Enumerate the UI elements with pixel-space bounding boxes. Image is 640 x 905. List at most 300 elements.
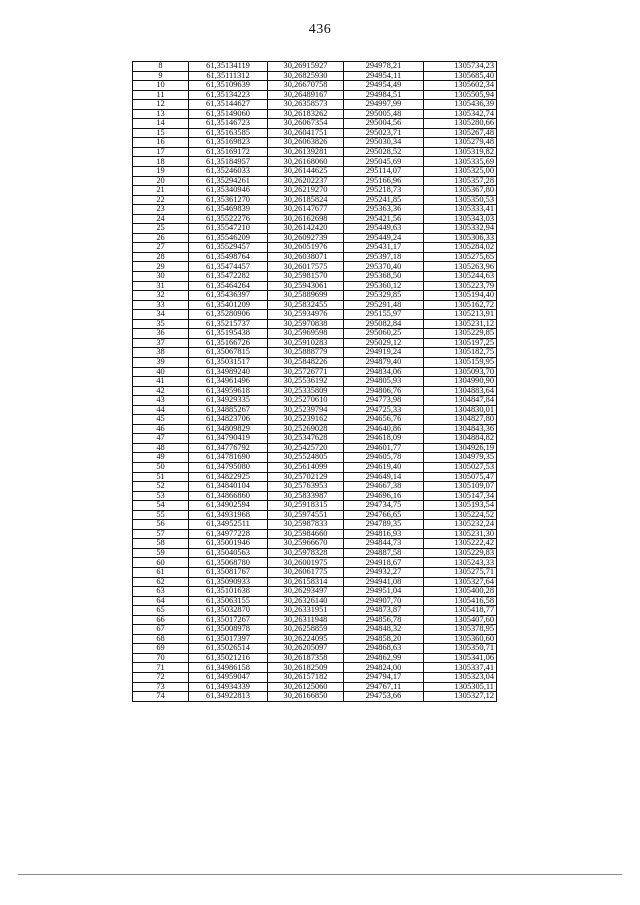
table-row (133, 558, 497, 568)
longitude-cell: 30,26001975 (268, 558, 344, 568)
latitude-cell: 61,35001946 (189, 539, 268, 549)
latitude-cell: 61,34809829 (189, 424, 268, 434)
y-coordinate-cell: 1304843,36 (424, 424, 497, 434)
latitude-cell: 61,35469839 (189, 205, 268, 215)
point-number-cell: 73 (133, 682, 189, 692)
y-coordinate-cell: 1305162,72 (424, 300, 497, 310)
y-coordinate-cell: 1304979,35 (424, 453, 497, 463)
table-row (133, 157, 497, 167)
latitude-cell: 61,35111312 (189, 71, 268, 81)
y-coordinate-cell: 1305275,71 (424, 567, 497, 577)
table-row (133, 462, 497, 472)
table-row (133, 329, 497, 339)
longitude-cell: 30,26187358 (268, 653, 344, 663)
x-coordinate-cell: 295218,73 (344, 186, 424, 196)
latitude-cell: 61,35472282 (189, 272, 268, 282)
point-number-cell: 71 (133, 663, 189, 673)
point-number-cell: 32 (133, 291, 189, 301)
longitude-cell: 30,25888779 (268, 348, 344, 358)
table-row (133, 386, 497, 396)
x-coordinate-cell: 294734,75 (344, 501, 424, 511)
longitude-cell: 30,26157182 (268, 673, 344, 683)
y-coordinate-cell: 1305416,58 (424, 596, 497, 606)
y-coordinate-cell: 1305223,79 (424, 281, 497, 291)
x-coordinate-cell: 294954,49 (344, 81, 424, 91)
point-number-cell: 28 (133, 252, 189, 262)
point-number-cell: 45 (133, 415, 189, 425)
x-coordinate-cell: 294954,11 (344, 71, 424, 81)
longitude-cell: 30,25978328 (268, 548, 344, 558)
table-row (133, 405, 497, 415)
longitude-cell: 30,25832455 (268, 300, 344, 310)
y-coordinate-cell: 1305306,33 (424, 233, 497, 243)
point-number-cell: 22 (133, 195, 189, 205)
table-row (133, 692, 497, 702)
x-coordinate-cell: 294887,58 (344, 548, 424, 558)
y-coordinate-cell: 1304830,01 (424, 405, 497, 415)
y-coordinate-cell: 1305243,33 (424, 558, 497, 568)
x-coordinate-cell: 294618,09 (344, 434, 424, 444)
longitude-cell: 30,26331951 (268, 606, 344, 616)
table-row (133, 291, 497, 301)
table-row (133, 529, 497, 539)
point-number-cell: 44 (133, 405, 189, 415)
longitude-cell: 30,26182509 (268, 663, 344, 673)
longitude-cell: 30,26489167 (268, 90, 344, 100)
longitude-cell: 30,26166850 (268, 692, 344, 702)
table-row (133, 434, 497, 444)
point-number-cell: 36 (133, 329, 189, 339)
point-number-cell: 48 (133, 443, 189, 453)
longitude-cell: 30,25614099 (268, 462, 344, 472)
point-number-cell: 67 (133, 625, 189, 635)
longitude-cell: 30,26258859 (268, 625, 344, 635)
point-number-cell: 29 (133, 262, 189, 272)
point-number-cell: 47 (133, 434, 189, 444)
point-number-cell: 65 (133, 606, 189, 616)
longitude-cell: 30,26041751 (268, 128, 344, 138)
x-coordinate-cell: 295360,12 (344, 281, 424, 291)
y-coordinate-cell: 1305325,00 (424, 167, 497, 177)
longitude-cell: 30,25269028 (268, 424, 344, 434)
longitude-cell: 30,25833987 (268, 491, 344, 501)
latitude-cell: 61,35032870 (189, 606, 268, 616)
x-coordinate-cell: 294805,93 (344, 377, 424, 387)
table-row (133, 663, 497, 673)
table-row (133, 491, 497, 501)
point-number-cell: 68 (133, 634, 189, 644)
point-number-cell: 19 (133, 167, 189, 177)
table-row (133, 453, 497, 463)
table-row (133, 682, 497, 692)
latitude-cell: 61,35067815 (189, 348, 268, 358)
table-row (133, 272, 497, 282)
x-coordinate-cell: 294794,17 (344, 673, 424, 683)
latitude-cell: 61,35101638 (189, 587, 268, 597)
longitude-cell: 30,25974551 (268, 510, 344, 520)
x-coordinate-cell: 295241,85 (344, 195, 424, 205)
latitude-cell: 61,35361270 (189, 195, 268, 205)
latitude-cell: 61,34822925 (189, 472, 268, 482)
x-coordinate-cell: 294773,98 (344, 396, 424, 406)
x-coordinate-cell: 295005,48 (344, 109, 424, 119)
latitude-cell: 61,35340946 (189, 186, 268, 196)
x-coordinate-cell: 294753,66 (344, 692, 424, 702)
latitude-cell: 61,34952511 (189, 520, 268, 530)
latitude-cell: 61,34781690 (189, 453, 268, 463)
table-row (133, 300, 497, 310)
longitude-cell: 30,26825930 (268, 71, 344, 81)
point-number-cell: 51 (133, 472, 189, 482)
longitude-cell: 30,26092739 (268, 233, 344, 243)
point-number-cell: 74 (133, 692, 189, 702)
x-coordinate-cell: 294907,70 (344, 596, 424, 606)
latitude-cell: 61,34959047 (189, 673, 268, 683)
y-coordinate-cell: 1305357,28 (424, 176, 497, 186)
point-number-cell: 63 (133, 587, 189, 597)
table-row (133, 520, 497, 530)
table-row (133, 606, 497, 616)
x-coordinate-cell: 294789,35 (344, 520, 424, 530)
table-row (133, 367, 497, 377)
y-coordinate-cell: 1305231,12 (424, 319, 497, 329)
y-coordinate-cell: 1305367,80 (424, 186, 497, 196)
table-row (133, 482, 497, 492)
point-number-cell: 52 (133, 482, 189, 492)
longitude-cell: 30,25969598 (268, 329, 344, 339)
table-row (133, 176, 497, 186)
x-coordinate-cell: 294941,08 (344, 577, 424, 587)
point-number-cell: 53 (133, 491, 189, 501)
point-number-cell: 33 (133, 300, 189, 310)
point-number-cell: 72 (133, 673, 189, 683)
y-coordinate-cell: 1305280,66 (424, 119, 497, 129)
latitude-cell: 61,34823706 (189, 415, 268, 425)
latitude-cell: 61,35040563 (189, 548, 268, 558)
latitude-cell: 61,35294261 (189, 176, 268, 186)
y-coordinate-cell: 1305378,95 (424, 625, 497, 635)
y-coordinate-cell: 1305222,42 (424, 539, 497, 549)
x-coordinate-cell: 295030,34 (344, 138, 424, 148)
latitude-cell: 61,35498764 (189, 252, 268, 262)
longitude-cell: 30,26326140 (268, 596, 344, 606)
y-coordinate-cell: 1305327,12 (424, 692, 497, 702)
point-number-cell: 39 (133, 357, 189, 367)
x-coordinate-cell: 294619,40 (344, 462, 424, 472)
table-row (133, 195, 497, 205)
longitude-cell: 30,25335809 (268, 386, 344, 396)
page-number: 436 (308, 22, 332, 37)
point-number-cell: 16 (133, 138, 189, 148)
x-coordinate-cell: 295004,56 (344, 119, 424, 129)
latitude-cell: 61,34929335 (189, 396, 268, 406)
point-number-cell: 34 (133, 310, 189, 320)
y-coordinate-cell: 1305327,64 (424, 577, 497, 587)
point-number-cell: 70 (133, 653, 189, 663)
y-coordinate-cell: 1305400,28 (424, 587, 497, 597)
table-row (133, 653, 497, 663)
y-coordinate-cell: 1305147,34 (424, 491, 497, 501)
latitude-cell: 61,35134119 (189, 62, 268, 72)
y-coordinate-cell: 1305027,53 (424, 462, 497, 472)
longitude-cell: 30,26205097 (268, 644, 344, 654)
point-number-cell: 50 (133, 462, 189, 472)
y-coordinate-cell: 1305350,53 (424, 195, 497, 205)
latitude-cell: 61,35169172 (189, 147, 268, 157)
longitude-cell: 30,25848226 (268, 357, 344, 367)
x-coordinate-cell: 295397,18 (344, 252, 424, 262)
table-row (133, 233, 497, 243)
coordinates-table-body (133, 62, 497, 702)
latitude-cell: 61,35144627 (189, 100, 268, 110)
y-coordinate-cell: 1305194,40 (424, 291, 497, 301)
point-number-cell: 21 (133, 186, 189, 196)
latitude-cell: 61,35149060 (189, 109, 268, 119)
longitude-cell: 30,26293497 (268, 587, 344, 597)
point-number-cell: 66 (133, 615, 189, 625)
table-row (133, 128, 497, 138)
y-coordinate-cell: 1305436,39 (424, 100, 497, 110)
table-row (133, 310, 497, 320)
point-number-cell: 41 (133, 377, 189, 387)
x-coordinate-cell: 294667,38 (344, 482, 424, 492)
point-number-cell: 8 (133, 62, 189, 72)
x-coordinate-cell: 294766,65 (344, 510, 424, 520)
x-coordinate-cell: 294696,16 (344, 491, 424, 501)
x-coordinate-cell: 294848,32 (344, 625, 424, 635)
latitude-cell: 61,35546209 (189, 233, 268, 243)
point-number-cell: 18 (133, 157, 189, 167)
x-coordinate-cell: 294919,24 (344, 348, 424, 358)
table-row (133, 62, 497, 72)
y-coordinate-cell: 1305267,48 (424, 128, 497, 138)
y-coordinate-cell: 1305342,74 (424, 109, 497, 119)
y-coordinate-cell: 1305263,96 (424, 262, 497, 272)
point-number-cell: 60 (133, 558, 189, 568)
table-row (133, 673, 497, 683)
table-row (133, 71, 497, 81)
point-number-cell: 24 (133, 214, 189, 224)
point-number-cell: 37 (133, 338, 189, 348)
latitude-cell: 61,35522276 (189, 214, 268, 224)
point-number-cell: 12 (133, 100, 189, 110)
table-row (133, 224, 497, 234)
table-row (133, 424, 497, 434)
longitude-cell: 30,26061775 (268, 567, 344, 577)
latitude-cell: 61,35109639 (189, 81, 268, 91)
y-coordinate-cell: 1305360,60 (424, 634, 497, 644)
longitude-cell: 30,26162698 (268, 214, 344, 224)
x-coordinate-cell: 295449,24 (344, 233, 424, 243)
longitude-cell: 30,25536192 (268, 377, 344, 387)
table-row (133, 615, 497, 625)
point-number-cell: 57 (133, 529, 189, 539)
table-row (133, 262, 497, 272)
latitude-cell: 61,35474457 (189, 262, 268, 272)
x-coordinate-cell: 295421,56 (344, 214, 424, 224)
latitude-cell: 61,34866860 (189, 491, 268, 501)
x-coordinate-cell: 294601,77 (344, 443, 424, 453)
point-number-cell: 62 (133, 577, 189, 587)
longitude-cell: 30,25943061 (268, 281, 344, 291)
latitude-cell: 61,35529457 (189, 243, 268, 253)
table-row (133, 147, 497, 157)
longitude-cell: 30,26051976 (268, 243, 344, 253)
longitude-cell: 30,25524805 (268, 453, 344, 463)
table-row (133, 357, 497, 367)
latitude-cell: 61,35184957 (189, 157, 268, 167)
y-coordinate-cell: 1305193,54 (424, 501, 497, 511)
longitude-cell: 30,25987833 (268, 520, 344, 530)
x-coordinate-cell: 294978,21 (344, 62, 424, 72)
coordinates-table (132, 61, 497, 702)
y-coordinate-cell: 1305231,30 (424, 529, 497, 539)
table-row (133, 167, 497, 177)
longitude-cell: 30,25239794 (268, 405, 344, 415)
x-coordinate-cell: 295363,36 (344, 205, 424, 215)
latitude-cell: 61,35026514 (189, 644, 268, 654)
x-coordinate-cell: 294605,78 (344, 453, 424, 463)
longitude-cell: 30,26158314 (268, 577, 344, 587)
longitude-cell: 30,26915927 (268, 62, 344, 72)
x-coordinate-cell: 294984,51 (344, 90, 424, 100)
x-coordinate-cell: 294806,76 (344, 386, 424, 396)
longitude-cell: 30,26219270 (268, 186, 344, 196)
y-coordinate-cell: 1304990,90 (424, 377, 497, 387)
point-number-cell: 42 (133, 386, 189, 396)
table-row (133, 214, 497, 224)
point-number-cell: 59 (133, 548, 189, 558)
y-coordinate-cell: 1305685,40 (424, 71, 497, 81)
y-coordinate-cell: 1305229,85 (424, 329, 497, 339)
x-coordinate-cell: 295291,48 (344, 300, 424, 310)
y-coordinate-cell: 1304883,64 (424, 386, 497, 396)
point-number-cell: 10 (133, 81, 189, 91)
y-coordinate-cell: 1305343,03 (424, 214, 497, 224)
longitude-cell: 30,26144625 (268, 167, 344, 177)
latitude-cell: 61,35017397 (189, 634, 268, 644)
x-coordinate-cell: 294858,20 (344, 634, 424, 644)
y-coordinate-cell: 1305305,11 (424, 682, 497, 692)
latitude-cell: 61,34902594 (189, 501, 268, 511)
latitude-cell: 61,35166726 (189, 338, 268, 348)
x-coordinate-cell: 295029,12 (344, 338, 424, 348)
table-row (133, 644, 497, 654)
longitude-cell: 30,25966670 (268, 539, 344, 549)
y-coordinate-cell: 1304827,80 (424, 415, 497, 425)
y-coordinate-cell: 1305332,94 (424, 224, 497, 234)
x-coordinate-cell: 295155,97 (344, 310, 424, 320)
latitude-cell: 61,35169823 (189, 138, 268, 148)
longitude-cell: 30,26183262 (268, 109, 344, 119)
table-row (133, 625, 497, 635)
x-coordinate-cell: 295028,52 (344, 147, 424, 157)
point-number-cell: 40 (133, 367, 189, 377)
point-number-cell: 13 (133, 109, 189, 119)
point-number-cell: 15 (133, 128, 189, 138)
latitude-cell: 61,35134223 (189, 90, 268, 100)
point-number-cell: 17 (133, 147, 189, 157)
table-row (133, 396, 497, 406)
x-coordinate-cell: 294725,33 (344, 405, 424, 415)
table-row (133, 587, 497, 597)
point-number-cell: 56 (133, 520, 189, 530)
table-row (133, 281, 497, 291)
latitude-cell: 61,35280906 (189, 310, 268, 320)
table-row (133, 252, 497, 262)
longitude-cell: 30,26125060 (268, 682, 344, 692)
longitude-cell: 30,25702129 (268, 472, 344, 482)
longitude-cell: 30,26067354 (268, 119, 344, 129)
latitude-cell: 61,34989240 (189, 367, 268, 377)
longitude-cell: 30,25970838 (268, 319, 344, 329)
longitude-cell: 30,25918315 (268, 501, 344, 511)
point-number-cell: 61 (133, 567, 189, 577)
y-coordinate-cell: 1305505,94 (424, 90, 497, 100)
latitude-cell: 61,35246033 (189, 167, 268, 177)
table-row (133, 548, 497, 558)
y-coordinate-cell: 1305418,77 (424, 606, 497, 616)
point-number-cell: 9 (133, 71, 189, 81)
table-row (133, 205, 497, 215)
x-coordinate-cell: 294997,99 (344, 100, 424, 110)
latitude-cell: 61,34776792 (189, 443, 268, 453)
x-coordinate-cell: 295114,07 (344, 167, 424, 177)
y-coordinate-cell: 1305075,47 (424, 472, 497, 482)
x-coordinate-cell: 294868,63 (344, 644, 424, 654)
longitude-cell: 30,25270610 (268, 396, 344, 406)
point-number-cell: 23 (133, 205, 189, 215)
longitude-cell: 30,25889699 (268, 291, 344, 301)
point-number-cell: 64 (133, 596, 189, 606)
y-coordinate-cell: 1305319,82 (424, 147, 497, 157)
latitude-cell: 61,34959618 (189, 386, 268, 396)
y-coordinate-cell: 1305284,02 (424, 243, 497, 253)
longitude-cell: 30,26358573 (268, 100, 344, 110)
point-number-cell: 49 (133, 453, 189, 463)
latitude-cell: 61,35464264 (189, 281, 268, 291)
latitude-cell: 61,34790419 (189, 434, 268, 444)
latitude-cell: 61,35146723 (189, 119, 268, 129)
y-coordinate-cell: 1305159,95 (424, 357, 497, 367)
point-number-cell: 27 (133, 243, 189, 253)
x-coordinate-cell: 295329,85 (344, 291, 424, 301)
point-number-cell: 14 (133, 119, 189, 129)
table-row (133, 81, 497, 91)
table-row (133, 338, 497, 348)
longitude-cell: 30,25763953 (268, 482, 344, 492)
longitude-cell: 30,25425720 (268, 443, 344, 453)
y-coordinate-cell: 1305323,04 (424, 673, 497, 683)
latitude-cell: 61,34885267 (189, 405, 268, 415)
point-number-cell: 46 (133, 424, 189, 434)
y-coordinate-cell: 1305229,83 (424, 548, 497, 558)
y-coordinate-cell: 1305333,41 (424, 205, 497, 215)
longitude-cell: 30,25239162 (268, 415, 344, 425)
longitude-cell: 30,25984660 (268, 529, 344, 539)
x-coordinate-cell: 294844,73 (344, 539, 424, 549)
latitude-cell: 61,34840104 (189, 482, 268, 492)
table-row (133, 109, 497, 119)
y-coordinate-cell: 1305232,24 (424, 520, 497, 530)
table-row (133, 415, 497, 425)
latitude-cell: 61,34931968 (189, 510, 268, 520)
y-coordinate-cell: 1305093,70 (424, 367, 497, 377)
longitude-cell: 30,26142420 (268, 224, 344, 234)
y-coordinate-cell: 1305182,75 (424, 348, 497, 358)
point-number-cell: 26 (133, 233, 189, 243)
latitude-cell: 61,35547210 (189, 224, 268, 234)
